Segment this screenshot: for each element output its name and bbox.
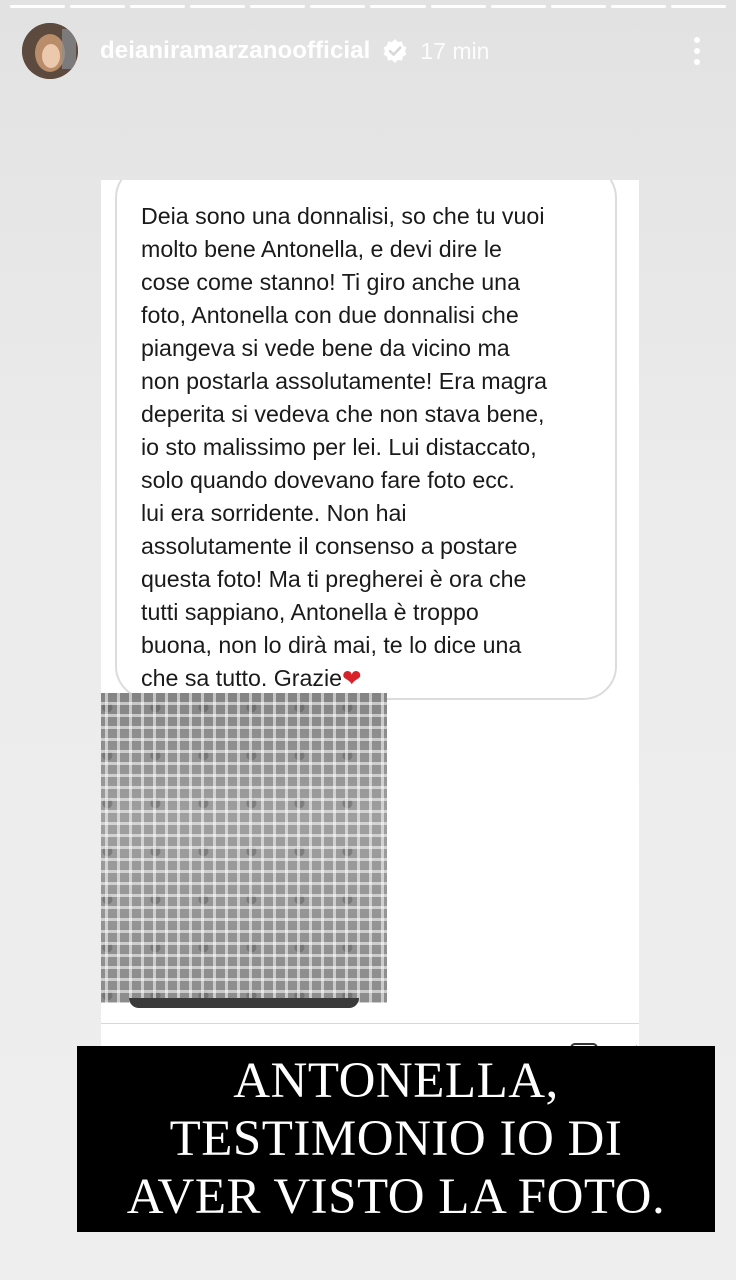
progress-segment xyxy=(370,5,425,8)
story-caption xyxy=(77,1046,715,1232)
progress-segment xyxy=(611,5,666,8)
message-body: Deia sono una donnalisi, so che tu vuoi molto bene Antonella, e devi dire le cose come stanno! Ti giro anche una foto, Antonella con due donnalisi che piangeva si vede bene da vicino ma non postarla assolutamente! Era magra deperita si vedeva che non stava bene, io sto malissimo per lei. Lui distaccato, solo quando dovevano fare foto ecc. lui era sorridente. Non hai assolutamente il consenso a postare questa foto! Ma ti pregherei è ora che tutti sappiano, Antonella è troppo buona, non lo dirà mai, te lo dice una che sa tutto. Grazie xyxy=(141,203,548,691)
progress-segment xyxy=(70,5,125,8)
photo-edge xyxy=(129,998,359,1008)
progress-segment xyxy=(310,5,365,8)
progress-segment xyxy=(671,5,726,8)
progress-segment xyxy=(431,5,486,8)
story-header xyxy=(22,22,716,80)
post-time: 17 min xyxy=(420,37,490,64)
message-text xyxy=(141,200,591,695)
username[interactable]: deianiramarzanoofficial xyxy=(100,37,371,64)
message-bubble xyxy=(115,180,617,700)
progress-segment xyxy=(491,5,546,8)
progress-segment xyxy=(190,5,245,8)
pixelated-photo xyxy=(101,693,387,1003)
message-screenshot xyxy=(101,180,639,1060)
more-options-icon[interactable] xyxy=(682,34,712,68)
caption-line: AVER VISTO LA FOTO. xyxy=(126,1169,666,1225)
caption-line: ANTONELLA, xyxy=(233,1053,559,1109)
heart-emoji: ❤ xyxy=(342,665,362,691)
verified-badge-icon xyxy=(382,38,408,64)
divider xyxy=(101,1023,639,1024)
progress-segment xyxy=(551,5,606,8)
progress-segment xyxy=(130,5,185,8)
story-progress-bar xyxy=(10,5,726,8)
caption-line: TESTIMONIO IO DI xyxy=(169,1111,623,1167)
progress-segment xyxy=(250,5,305,8)
profile-avatar[interactable] xyxy=(22,23,78,79)
progress-segment xyxy=(10,5,65,8)
